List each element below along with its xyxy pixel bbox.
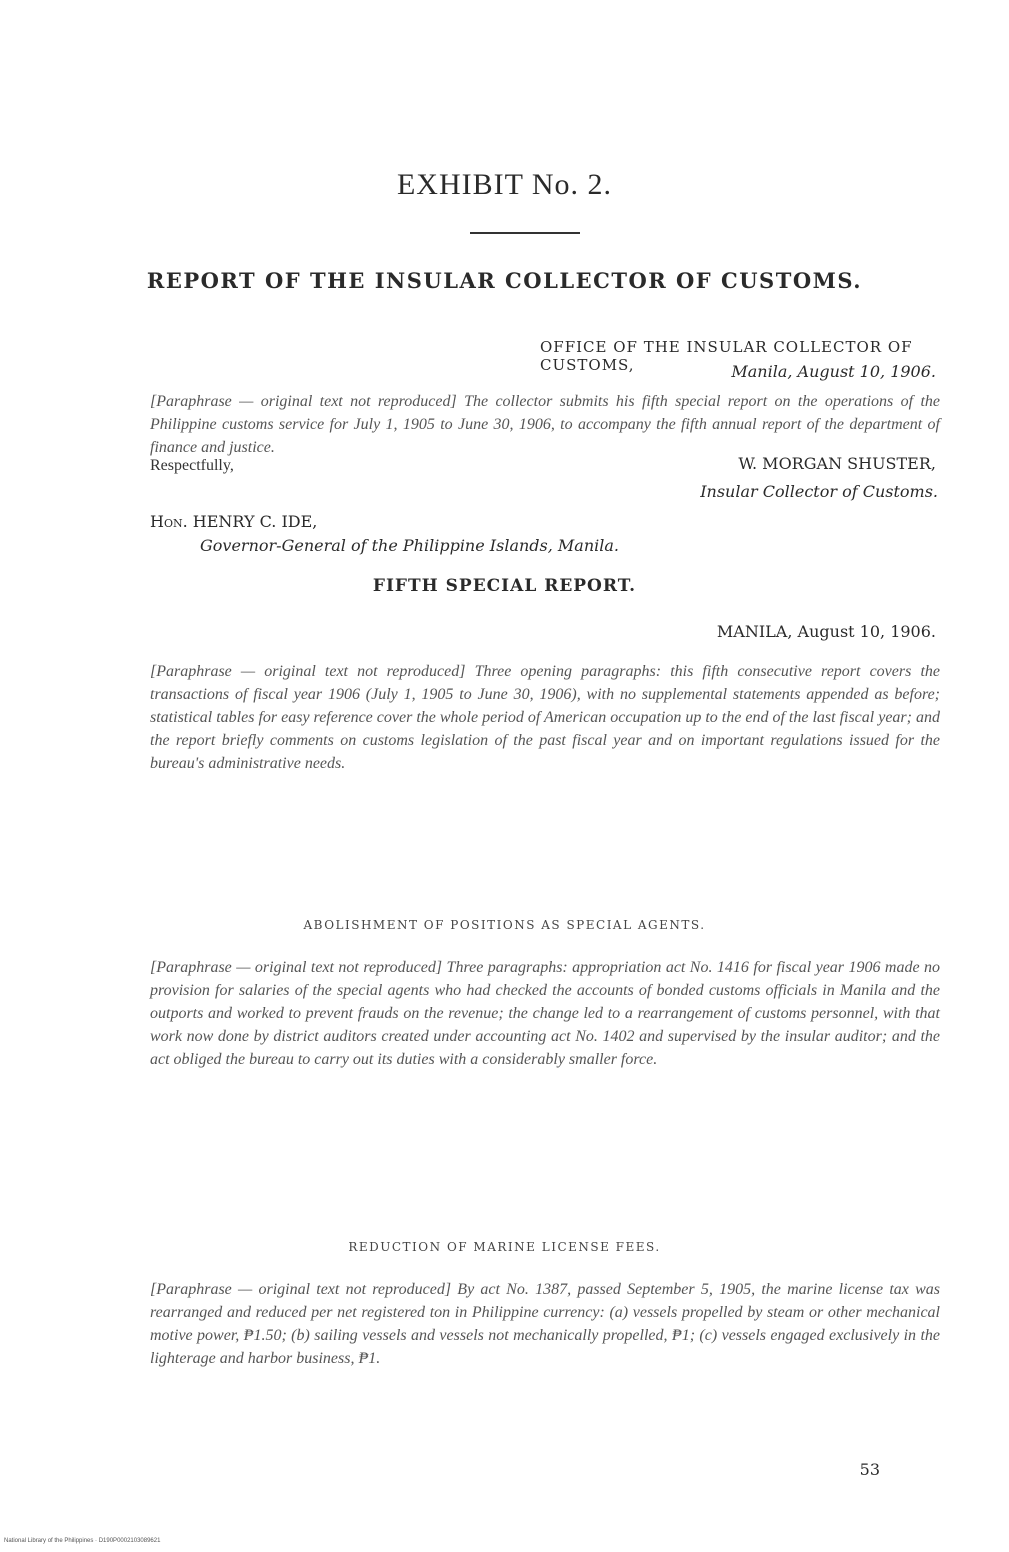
special-report-title: FIFTH SPECIAL REPORT. [372, 576, 637, 596]
report-place-date: MANILA, August 10, 1906. [716, 622, 936, 641]
page-number: 53 [859, 1460, 880, 1479]
office-line: OFFICE OF THE INSULAR COLLECTOR OF CUSTOMS, [540, 338, 913, 374]
letter-addressee: Hon. HENRY C. IDE, [150, 512, 318, 531]
letter-signer-title: Insular Collector of Customs. [700, 482, 938, 501]
section-heading-special-agents: ABOLISHMENT OF POSITIONS AS SPECIAL AGENTS. [303, 918, 706, 932]
section-note-marine-license: [Paraphrase — original text not reproduced] By act No. 1387, passed September 5, 1905, the marine license tax was rearranged and reduced per net registered ton in Philippine currency: (a) vessels propelled by steam or other mechanical motive power, ₱1.50; (b) sailing vessels and vessels not mechanically propelled, ₱1; (c) vessels engaged exclusively in the lighterage and harbor business, ₱1. [150, 1281, 940, 1367]
letter-signer: W. MORGAN SHUSTER, [738, 454, 936, 473]
report-intro-note: [Paraphrase — original text not reproduced] Three opening paragraphs: this fifth consecutive report covers the transactions of fiscal year 1906 (July 1, 1905 to June 30, 1906), with no supplemental statements appended as before; statistical tables for easy reference cover the whole period of American occupation up to the end of the last fiscal year; and the report briefly comments on customs legislation of the past fiscal year and on important regulations issued for the bureau's administrative needs. [150, 663, 940, 772]
letter-closing: Respectfully, [150, 457, 234, 474]
letter-body-note: [Paraphrase — original text not reproduced] The collector submits his fifth special report on the operations of the Philippine customs service for July 1, 1905 to June 30, 1906, to accompany the fifth annual report of the department of finance and justice. [150, 393, 940, 456]
report-title: REPORT OF THE INSULAR COLLECTOR OF CUSTOMS. [146, 268, 863, 293]
letter-addressee-title: Governor-General of the Philippine Islands, Manila. [200, 536, 619, 555]
exhibit-heading: EXHIBIT No. 2. [396, 168, 613, 201]
heading-rule [470, 232, 580, 234]
letter-place-date: Manila, August 10, 1906. [731, 362, 936, 381]
section-note-special-agents: [Paraphrase — original text not reproduced] Three paragraphs: appropriation act No. 1416 for fiscal year 1906 made no provision for salaries of the special agents who had checked the accounts of bonded customs officials in Manila and the outports and worked to prevent frauds on the revenue; the change led to a rearrangement of customs personnel, with that work now done by district auditors created under accounting act No. 1402 and supervised by the insular auditor; and the act obliged the bureau to carry out its duties with a considerably smaller force. [150, 959, 940, 1068]
section-heading-marine-license: REDUCTION OF MARINE LICENSE FEES. [348, 1240, 661, 1254]
scan-footer: National Library of the Philippines · D190P0002103089621 [4, 1538, 161, 1544]
